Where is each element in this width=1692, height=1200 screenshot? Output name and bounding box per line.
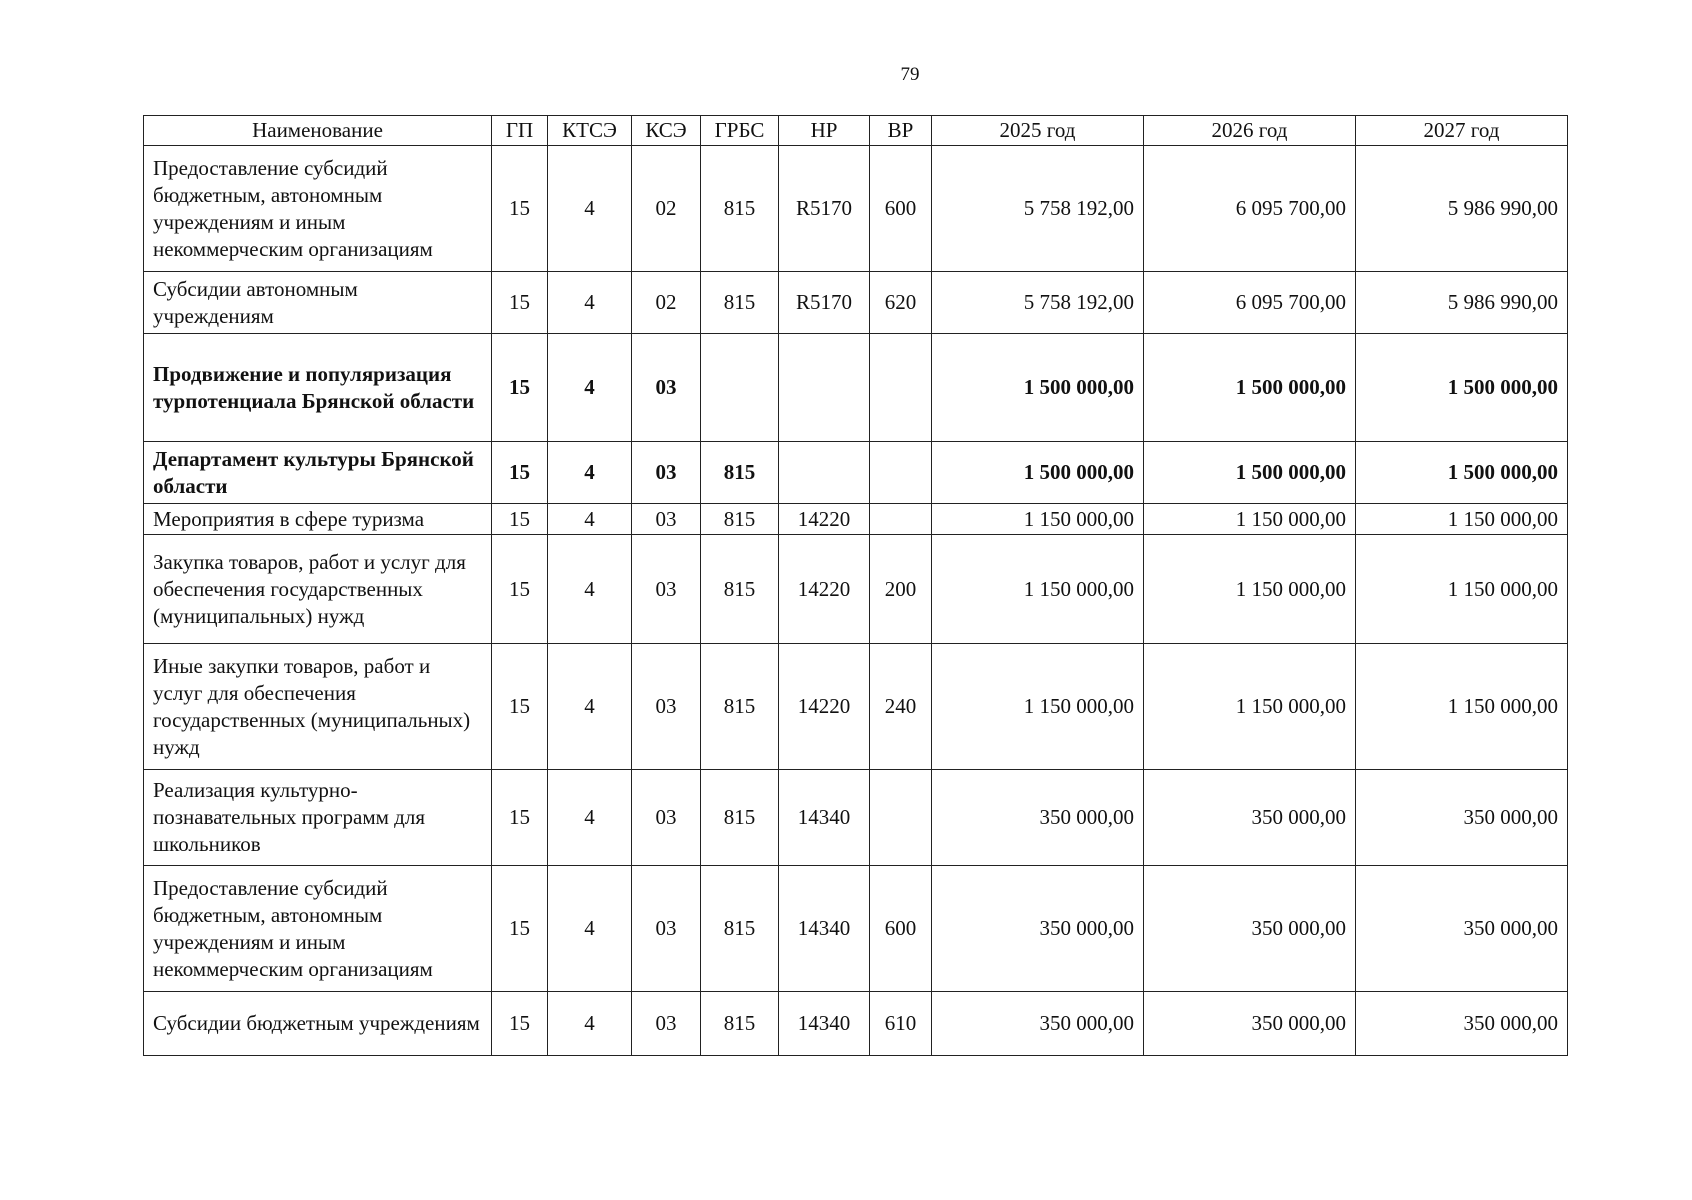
cell-ktse: 4: [548, 442, 632, 504]
cell-gp: 15: [492, 504, 548, 535]
cell-nr: [779, 442, 870, 504]
cell-2025: 1 150 000,00: [932, 504, 1144, 535]
cell-ktse: 4: [548, 334, 632, 442]
cell-vr: 600: [870, 146, 932, 272]
header-name: Наименование: [144, 116, 492, 146]
cell-vr: [870, 334, 932, 442]
cell-2026: 1 150 000,00: [1144, 644, 1356, 770]
cell-name: Закупка товаров, работ и услуг для обеспечения государственных (муниципальных) нужд: [144, 535, 492, 644]
cell-grbs: 815: [701, 770, 779, 866]
table-row: [144, 644, 1568, 770]
cell-gp: 15: [492, 272, 548, 334]
table-row: [144, 992, 1568, 1056]
cell-2027: 5 986 990,00: [1356, 272, 1568, 334]
header-2027: 2027 год: [1356, 116, 1568, 146]
table-row: [144, 770, 1568, 866]
cell-2025: 350 000,00: [932, 770, 1144, 866]
cell-gp: 15: [492, 992, 548, 1056]
cell-2027: 1 150 000,00: [1356, 644, 1568, 770]
cell-kse: 02: [632, 272, 701, 334]
page-number: 79: [900, 64, 920, 85]
cell-kse: 03: [632, 535, 701, 644]
cell-2027: 1 500 000,00: [1356, 334, 1568, 442]
cell-2026: 6 095 700,00: [1144, 272, 1356, 334]
cell-2027: 5 986 990,00: [1356, 146, 1568, 272]
header-ktse: КТСЭ: [548, 116, 632, 146]
table-header-row: [144, 116, 1568, 146]
cell-nr: 14340: [779, 866, 870, 992]
cell-kse: 03: [632, 442, 701, 504]
cell-ktse: 4: [548, 272, 632, 334]
cell-grbs: 815: [701, 644, 779, 770]
table-row: [144, 866, 1568, 992]
cell-vr: 240: [870, 644, 932, 770]
cell-kse: 02: [632, 146, 701, 272]
cell-2025: 1 500 000,00: [932, 442, 1144, 504]
cell-grbs: 815: [701, 866, 779, 992]
cell-gp: 15: [492, 334, 548, 442]
cell-2026: 350 000,00: [1144, 770, 1356, 866]
cell-2026: 1 500 000,00: [1144, 442, 1356, 504]
cell-2025: 5 758 192,00: [932, 146, 1144, 272]
cell-nr: 14220: [779, 535, 870, 644]
cell-gp: 15: [492, 442, 548, 504]
cell-2027: 350 000,00: [1356, 770, 1568, 866]
table-row: [144, 334, 1568, 442]
cell-ktse: 4: [548, 504, 632, 535]
cell-2026: 1 150 000,00: [1144, 535, 1356, 644]
cell-2026: 350 000,00: [1144, 992, 1356, 1056]
cell-2026: 350 000,00: [1144, 866, 1356, 992]
cell-vr: 610: [870, 992, 932, 1056]
cell-ktse: 4: [548, 866, 632, 992]
budget-table: [143, 115, 1568, 1056]
cell-name: Реализация культурно-познавательных программ для школьников: [144, 770, 492, 866]
cell-nr: R5170: [779, 146, 870, 272]
cell-2026: 1 500 000,00: [1144, 334, 1356, 442]
cell-vr: [870, 770, 932, 866]
cell-nr: 14340: [779, 770, 870, 866]
cell-2026: 6 095 700,00: [1144, 146, 1356, 272]
cell-vr: [870, 504, 932, 535]
cell-gp: 15: [492, 644, 548, 770]
cell-grbs: 815: [701, 992, 779, 1056]
cell-name: Предоставление субсидий бюджетным, автономным учреждениям и иным некоммерческим организациям: [144, 146, 492, 272]
cell-grbs: 815: [701, 535, 779, 644]
cell-2027: 1 500 000,00: [1356, 442, 1568, 504]
header-kse: КСЭ: [632, 116, 701, 146]
cell-name: Мероприятия в сфере туризма: [144, 504, 492, 535]
cell-2025: 350 000,00: [932, 992, 1144, 1056]
cell-name: Предоставление субсидий бюджетным, автономным учреждениям и иным некоммерческим организациям: [144, 866, 492, 992]
cell-name: Субсидии бюджетным учреждениям: [144, 992, 492, 1056]
cell-nr: R5170: [779, 272, 870, 334]
cell-2026: 1 150 000,00: [1144, 504, 1356, 535]
header-grbs: ГРБС: [701, 116, 779, 146]
cell-name: Иные закупки товаров, работ и услуг для обеспечения государственных (муниципальных) нужд: [144, 644, 492, 770]
cell-grbs: 815: [701, 146, 779, 272]
cell-ktse: 4: [548, 644, 632, 770]
table-row: [144, 272, 1568, 334]
table-row: [144, 504, 1568, 535]
cell-name: Департамент культуры Брянской области: [144, 442, 492, 504]
cell-nr: 14220: [779, 644, 870, 770]
cell-vr: 620: [870, 272, 932, 334]
table-row: [144, 442, 1568, 504]
header-vr: ВР: [870, 116, 932, 146]
cell-2025: 5 758 192,00: [932, 272, 1144, 334]
cell-name: Субсидии автономным учреждениям: [144, 272, 492, 334]
cell-vr: 200: [870, 535, 932, 644]
cell-ktse: 4: [548, 146, 632, 272]
cell-vr: [870, 442, 932, 504]
cell-2027: 350 000,00: [1356, 992, 1568, 1056]
cell-2025: 350 000,00: [932, 866, 1144, 992]
cell-2025: 1 500 000,00: [932, 334, 1144, 442]
cell-grbs: 815: [701, 504, 779, 535]
cell-2027: 350 000,00: [1356, 866, 1568, 992]
cell-grbs: 815: [701, 442, 779, 504]
cell-kse: 03: [632, 504, 701, 535]
cell-2027: 1 150 000,00: [1356, 535, 1568, 644]
cell-gp: 15: [492, 866, 548, 992]
table-row: [144, 146, 1568, 272]
cell-2027: 1 150 000,00: [1356, 504, 1568, 535]
cell-kse: 03: [632, 992, 701, 1056]
table-row: [144, 535, 1568, 644]
cell-nr: [779, 334, 870, 442]
header-nr: НР: [779, 116, 870, 146]
header-2026: 2026 год: [1144, 116, 1356, 146]
cell-gp: 15: [492, 146, 548, 272]
cell-grbs: 815: [701, 272, 779, 334]
header-2025: 2025 год: [932, 116, 1144, 146]
cell-vr: 600: [870, 866, 932, 992]
cell-gp: 15: [492, 535, 548, 644]
cell-2025: 1 150 000,00: [932, 644, 1144, 770]
cell-nr: 14340: [779, 992, 870, 1056]
cell-grbs: [701, 334, 779, 442]
cell-nr: 14220: [779, 504, 870, 535]
cell-ktse: 4: [548, 535, 632, 644]
cell-kse: 03: [632, 770, 701, 866]
cell-kse: 03: [632, 334, 701, 442]
cell-kse: 03: [632, 644, 701, 770]
cell-gp: 15: [492, 770, 548, 866]
header-gp: ГП: [492, 116, 548, 146]
cell-name: Продвижение и популяризация турпотенциала Брянской области: [144, 334, 492, 442]
cell-ktse: 4: [548, 770, 632, 866]
cell-kse: 03: [632, 866, 701, 992]
cell-ktse: 4: [548, 992, 632, 1056]
cell-2025: 1 150 000,00: [932, 535, 1144, 644]
